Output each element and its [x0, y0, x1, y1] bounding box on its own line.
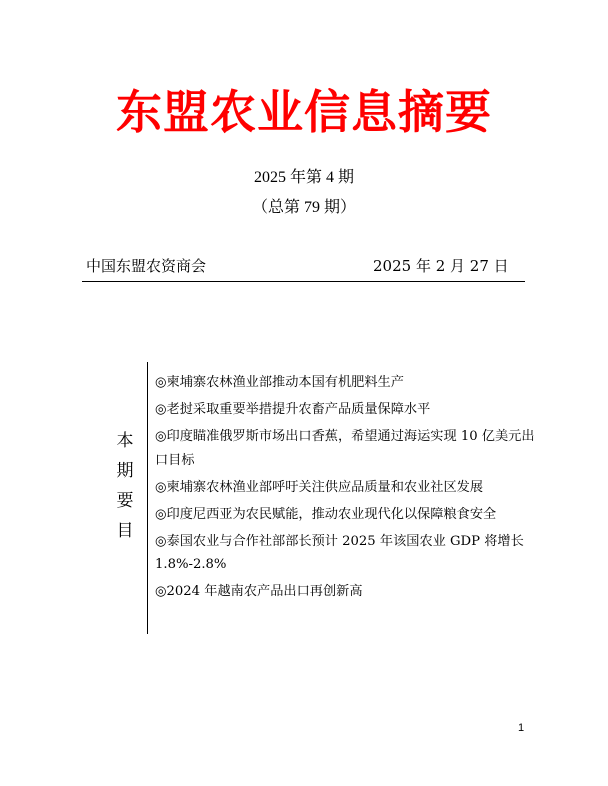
highlights-list: [155, 371, 535, 607]
highlights-divider: [147, 362, 148, 634]
highlights-label-char: 要: [116, 491, 134, 511]
highlight-item: ◎泰国农业与合作社部部长预计 2025 年该国农业 GDP 将增长 1.8%-2.8%: [155, 533, 524, 572]
highlight-item: ◎老挝采取重要举措提升农畜产品质量保障水平: [155, 402, 431, 417]
highlight-item: ◎印度尼西亚为农民赋能，推动农业现代化以保障粮食安全: [155, 506, 497, 522]
page-number: 1: [518, 722, 525, 734]
header-divider: [82, 281, 525, 282]
highlight-item: ◎印度瞄准俄罗斯市场出口香蕉，希望通过海运实现 10 亿美元出口目标: [155, 429, 535, 468]
total-issue-number: （总第 79 期）: [251, 199, 356, 216]
issue-number: 2025 年第 4 期: [253, 169, 354, 186]
highlight-item: ◎柬埔寨农林渔业部呼吁关注供应品质量和农业社区发展: [155, 479, 484, 495]
highlight-item: ◎柬埔寨农林渔业部推动本国有机肥料生产: [155, 375, 404, 390]
publisher: 中国东盟农资商会: [86, 257, 207, 275]
highlights-label: [115, 426, 135, 546]
highlights-label-char: 本: [116, 431, 134, 451]
highlights-label-char: 目: [116, 521, 134, 541]
publish-date: 2025 年 2 月 27 日: [373, 257, 509, 275]
highlight-item: ◎2024 年越南农产品出口再创新高: [155, 584, 363, 599]
highlights-label-char: 期: [116, 461, 134, 481]
bulletin-title: 东盟农业信息摘要: [116, 85, 492, 139]
